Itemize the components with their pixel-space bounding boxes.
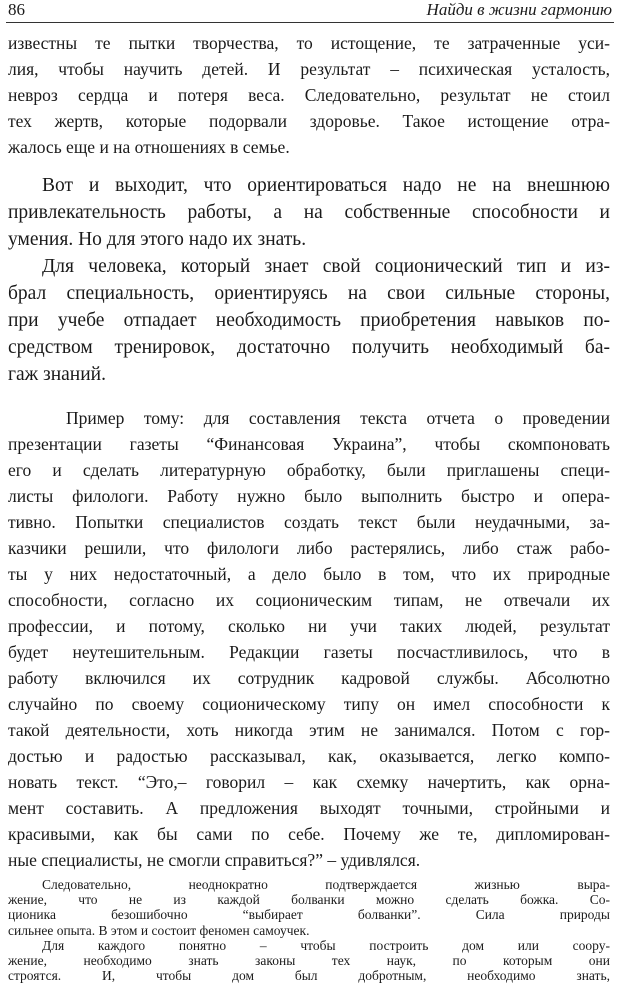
running-title: Найди в жизни гармонию: [426, 0, 612, 19]
text-line: работу включился их сотрудник кадровой службы. Абсолютно: [8, 668, 610, 688]
text-line: новать текст. “Это,– говорил – как схемку начертить, как орна-: [8, 772, 610, 792]
text-line: брал специальность, ориентируясь на свои сильные стороны,: [8, 283, 610, 304]
text-line: случайно по своему соционическому типу он имел способности к: [8, 694, 610, 714]
text-line: сильнее опыта. В этом и состоит феномен самоучек.: [8, 922, 310, 938]
text-line: его и сделать литературную обработку, были приглашены специ-: [8, 460, 610, 480]
text-line: известны те пытки творчества, то истощение, те затраченные уси-: [8, 33, 610, 53]
text-line: Пример тому: для составления текста отчета о проведении: [66, 408, 610, 428]
text-line: Следовательно, неоднократно подтверждается жизнью выра-: [42, 877, 610, 892]
header-rule: [6, 22, 614, 23]
page-number: 86: [8, 0, 25, 19]
text-line: умения. Но для этого надо их знать.: [8, 229, 307, 250]
text-line: при учебе отпадает необходимость приобретения навыков по-: [8, 310, 610, 331]
text-line: тех жертв, которые подорвали здоровье. Такое истощение отра-: [8, 111, 610, 131]
text-line: средством тренировок, достаточно получить необходимый ба-: [8, 337, 610, 358]
text-line: ные специалисты, не смогли справиться?” – удивлялся.: [8, 850, 421, 870]
running-header: [6, 0, 614, 22]
text-line: казчики решили, что филологи либо растерялись, либо стаж рабо-: [8, 538, 610, 558]
text-line: лия, чтобы научить детей. И результат – психическая усталость,: [8, 59, 610, 79]
text-line: Для каждого понятно – чтобы построить дом или соору-: [42, 937, 610, 953]
text-line: мент составить. А предложения выходят точными, стройными и: [8, 798, 610, 818]
text-line: тивно. Попытки специалистов создать текст были неудачными, за-: [8, 512, 610, 532]
text-line: способности, согласно их соционическим типам, не отвечали их: [8, 590, 610, 610]
text-line: строятся. И, чтобы дом был добротным, необходимо знать,: [8, 968, 610, 984]
text-line: невроз сердца и потеря веса. Следовательно, результат не стоил: [8, 85, 610, 105]
text-line: жение, необходимо знать законы тех наук, по которым они: [8, 953, 610, 968]
text-line: Для человека, который знает свой соционический тип и из-: [42, 256, 610, 277]
text-line: будет неутешительным. Редакции газеты посчастливилось, что в: [8, 642, 610, 662]
text-line: достью и радостью рассказывал, как, оказывается, легко компо-: [8, 746, 610, 766]
text-line: профессии, и потому, сколько ни учи таких людей, результат: [8, 616, 610, 636]
text-line: привлекательность работы, а на собственные способности и: [8, 202, 610, 223]
text-line: листы филологи. Работу нужно было выполнить быстро и опера-: [8, 486, 610, 506]
text-line: жалось еще и на отношениях в семье.: [8, 137, 290, 157]
text-line: ционика безошибочно “выбирает болванки”. Сила природы: [8, 907, 610, 923]
text-line: Вот и выходит, что ориентироваться надо не на внешнюю: [42, 175, 610, 196]
text-line: гаж знаний.: [8, 364, 106, 385]
text-line: презентации газеты “Финансовая Украина”, чтобы скомпоновать: [8, 434, 610, 454]
text-line: красивыми, как бы сами по себе. Почему же те, дипломирован-: [8, 824, 610, 844]
text-line: такой деятельности, хоть никогда этим не занимался. Потом с гор-: [8, 720, 610, 740]
text-line: ты у них недостаточный, а дело было в том, что их природные: [8, 564, 610, 584]
text-line: жение, что не из каждой болванки можно сделать божка. Со-: [8, 892, 610, 908]
